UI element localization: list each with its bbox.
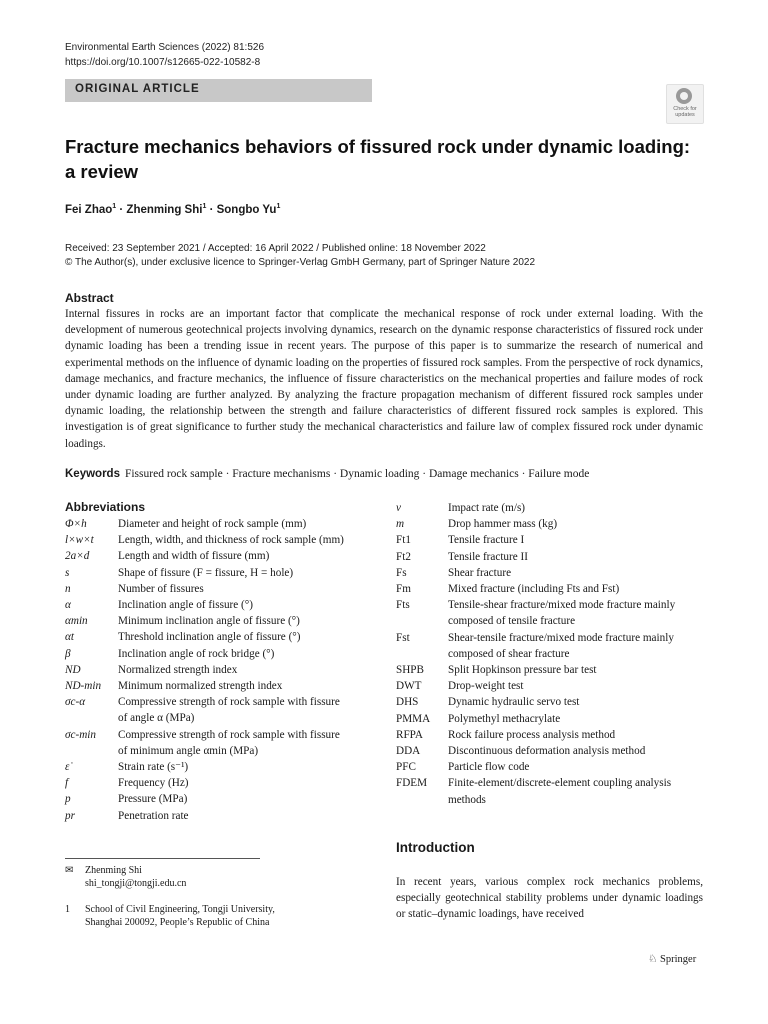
abbreviation-row	[396, 743, 706, 759]
abbreviation-term: 2a×d	[65, 550, 90, 563]
abbreviation-definition: Drop-weight test	[448, 680, 524, 693]
abstract-text: Internal fissures in rocks are an important factor that complicate the mechanical response of rock under external loading. With the development of numerous geotechnical projects involving dynamics, research on the dynamic response characteristics of fissured rock under dynamic loading has been a trending issue in recent years. The purpose of this paper is to summarize the research of numerical and experimental methods on the influence of dynamic loading on the properties of fissured rock samples. From the perspective of rock dynamics, damage mechanics, and fracture mechanics, the influence of fissure characteristics on the mechanical properties and failure modes of rock under dynamic loading are further analyzed. By analyzing the fracture propagation mechanism of different fissured rock samples under dynamic loading, the relationship between the strength and failure characteristics of different fissured rock samples is explored. This investigation is of great significance to further study the mechanical characteristics and failure law of complex fissured rock under dynamic loadings.	[65, 308, 703, 450]
introduction-heading: Introduction	[396, 840, 475, 855]
abbreviations-list-left	[65, 516, 350, 824]
abbreviation-term: pr	[65, 809, 75, 822]
abbreviation-definition: Compressive strength of rock sample with fissure of angle α (MPa)	[118, 696, 340, 725]
abbreviation-term: l×w×t	[65, 534, 94, 547]
abbreviation-definition: Finite-element/discrete-element coupling analysis methods	[448, 777, 672, 806]
abbreviation-row	[65, 532, 350, 548]
abbreviation-row	[65, 548, 350, 564]
abbreviation-term: s	[65, 566, 70, 579]
abbreviation-row	[65, 791, 350, 807]
abbreviation-definition: Threshold inclination angle of fissure (°)	[118, 631, 301, 644]
abbreviation-term: p	[65, 793, 71, 806]
author-affiliation-mark: 1	[202, 203, 207, 210]
introduction-text: In recent years, various complex rock mechanics problems, especially geotechnical stability problems under dynamic loadings or static–dynamic loadings, have received	[396, 876, 703, 921]
abbreviation-term: ε̇	[65, 761, 70, 774]
abbreviation-row	[396, 727, 706, 743]
abbreviation-definition: Frequency (Hz)	[118, 777, 189, 790]
abbreviation-definition: Minimum inclination angle of fissure (°)	[118, 615, 300, 628]
abbreviation-row	[396, 775, 706, 807]
publisher-footer	[648, 953, 696, 965]
abbreviation-definition: Shape of fissure (F = fissure, H = hole)	[118, 566, 294, 579]
abbreviation-row	[396, 662, 706, 678]
abbreviation-definition: Shear fracture	[448, 566, 512, 579]
abbreviation-definition: Shear-tensile fracture/mixed mode fracture mainly composed of shear fracture	[448, 631, 674, 660]
abbreviation-definition: Inclination angle of fissure (°)	[118, 599, 253, 612]
abbreviation-term: RFPA	[396, 728, 423, 741]
keywords-label: Keywords	[65, 468, 120, 480]
article-title: Fracture mechanics behaviors of fissured rock under dynamic loading: a review	[65, 136, 691, 182]
author-affiliation-mark: 1	[276, 203, 281, 210]
check-for-updates-badge[interactable]	[666, 84, 704, 124]
abbreviation-row	[65, 629, 350, 645]
abbreviation-definition: Pressure (MPa)	[118, 793, 188, 806]
author-affiliation-mark: 1	[112, 203, 117, 210]
keywords-line	[65, 468, 705, 480]
abbreviation-row	[65, 727, 350, 759]
abbreviation-definition: Length, width, and thickness of rock sample (mm)	[118, 534, 344, 547]
abbreviation-row	[65, 646, 350, 662]
abbreviation-row	[396, 711, 706, 727]
abbreviation-definition: Drop hammer mass (kg)	[448, 518, 558, 531]
abbreviation-term: SHPB	[396, 664, 424, 677]
abbreviation-term: DDA	[396, 745, 421, 758]
abbreviation-row	[396, 565, 706, 581]
abbreviation-definition: Discontinuous deformation analysis method	[448, 745, 646, 758]
abbreviation-row	[65, 775, 350, 791]
abbreviation-term: αmin	[65, 615, 88, 628]
abbreviation-definition: Normalized strength index	[118, 663, 238, 676]
affiliation-line: School of Civil Engineering, Tongji University,	[85, 904, 275, 915]
abbreviation-term: Fm	[396, 583, 411, 596]
abbreviation-term: Fst	[396, 631, 410, 644]
journal-name: Environmental Earth Sciences (2022) 81:526	[65, 42, 265, 53]
abbreviation-row	[65, 662, 350, 678]
abbreviation-definition: Rock failure process analysis method	[448, 728, 616, 741]
abbreviation-row	[65, 597, 350, 613]
abbreviation-definition: Number of fissures	[118, 582, 204, 595]
abbreviation-term: β	[65, 647, 71, 660]
abbreviation-term: PMMA	[396, 712, 431, 725]
abbreviation-row	[65, 678, 350, 694]
abbreviation-term: PFC	[396, 761, 416, 774]
abbreviation-row	[396, 597, 706, 629]
doi-link[interactable]: https://doi.org/10.1007/s12665-022-10582-8	[65, 57, 261, 68]
author-name[interactable]: Fei Zhao	[65, 203, 113, 216]
affiliation-line: Shanghai 200092, People’s Republic of China	[85, 917, 270, 928]
abbreviation-term: Φ×h	[65, 518, 87, 530]
copyright-line: © The Author(s), under exclusive licence to Springer-Verlag GmbH Germany, part of Springer Nature 2022	[65, 257, 535, 268]
abbreviation-definition: Tensile fracture I	[448, 534, 525, 547]
abbreviations-heading: Abbreviations	[65, 500, 146, 514]
abbreviation-term: f	[65, 777, 69, 790]
abbreviation-term: α	[65, 599, 71, 612]
abbreviation-term: v	[396, 502, 401, 514]
abbreviation-row	[65, 581, 350, 597]
abbreviation-term: σc-min	[65, 728, 96, 741]
abbreviation-definition: Split Hopkinson pressure bar test	[448, 664, 597, 677]
corresponding-author-note	[65, 864, 186, 890]
abbreviation-term: DHS	[396, 696, 419, 709]
abbreviation-row	[396, 630, 706, 662]
abbreviation-row	[396, 759, 706, 775]
abbreviation-row	[396, 516, 706, 532]
article-type-band	[65, 79, 372, 102]
abbreviation-term: FDEM	[396, 777, 428, 790]
abbreviation-term: m	[396, 518, 405, 531]
abbreviation-term: Ft2	[396, 550, 411, 563]
abbreviation-definition: Particle flow code	[448, 761, 530, 774]
abbreviation-term: αt	[65, 631, 74, 644]
abbreviation-definition: Mixed fracture (including Fts and Fst)	[448, 583, 620, 596]
abbreviation-definition: Strain rate (s⁻¹)	[118, 761, 189, 774]
check-updates-icon	[676, 88, 692, 104]
footnote-divider	[65, 858, 260, 859]
abbreviation-definition: Diameter and height of rock sample (mm)	[118, 518, 307, 530]
abbreviation-row	[65, 808, 350, 824]
author-name[interactable]: Zhenming Shi	[126, 203, 203, 216]
abbreviation-row	[65, 759, 350, 775]
abbreviation-definition: Compressive strength of rock sample with fissure of minimum angle αmin (MPa)	[118, 728, 340, 757]
abbreviation-row	[65, 565, 350, 581]
abbreviation-row	[396, 581, 706, 597]
abbreviation-definition: Minimum normalized strength index	[118, 680, 283, 693]
article-type-label: ORIGINAL ARTICLE	[75, 83, 200, 95]
abbreviation-definition: Tensile-shear fracture/mixed mode fracture mainly composed of tensile fracture	[448, 599, 676, 628]
envelope-icon: ✉	[65, 865, 74, 876]
abbreviation-term: Fs	[396, 566, 407, 579]
check-updates-text: Check for updates	[673, 106, 697, 118]
corresponding-author-email[interactable]: shi_tongji@tongji.edu.cn	[85, 878, 187, 889]
author-name[interactable]: Songbo Yu	[216, 203, 277, 216]
abbreviation-definition: Polymethyl methacrylate	[448, 712, 561, 725]
abbreviation-row	[396, 694, 706, 710]
abbreviation-term: ND	[65, 663, 81, 676]
corresponding-author-name: Zhenming Shi	[85, 865, 142, 876]
publisher-name: Springer	[660, 954, 697, 965]
springer-logo-icon: ♘	[648, 954, 658, 965]
abbreviation-definition: Dynamic hydraulic servo test	[448, 696, 580, 709]
abbreviation-definition: Length and width of fissure (mm)	[118, 550, 270, 563]
abbreviation-row	[396, 549, 706, 565]
abbreviation-row	[396, 678, 706, 694]
abbreviation-term: Fts	[396, 599, 410, 612]
abbreviation-term: n	[65, 582, 71, 595]
abbreviation-definition: Impact rate (m/s)	[448, 502, 526, 514]
affiliation-note	[65, 903, 275, 929]
abbreviation-row	[65, 694, 350, 726]
keywords-text: Fissured rock sample · Fracture mechanisms · Dynamic loading · Damage mechanics · Failure mode	[124, 468, 590, 480]
abbreviation-row	[65, 613, 350, 629]
abbreviation-row	[396, 500, 706, 516]
publication-dates	[65, 242, 535, 270]
journal-citation	[65, 40, 264, 70]
abbreviation-term: Ft1	[396, 534, 411, 547]
abbreviation-definition: Penetration rate	[118, 809, 189, 822]
abbreviation-term: σc-α	[65, 696, 86, 709]
abbreviation-term: ND-min	[65, 680, 102, 693]
abstract-heading: Abstract	[65, 291, 114, 305]
abbreviations-list-right	[396, 500, 706, 808]
abbreviation-definition: Inclination angle of rock bridge (°)	[118, 647, 275, 660]
abbreviation-term: DWT	[396, 680, 422, 693]
abbreviation-definition: Tensile fracture II	[448, 550, 528, 563]
abbreviation-row	[396, 532, 706, 548]
affiliation-mark: 1	[65, 904, 70, 915]
abbreviation-row	[65, 516, 350, 532]
author-list: Fei Zhao$^1$ · Zhenming Shi$^1$ · Songbo Yu$^1$	[65, 203, 281, 216]
history-line: Received: 23 September 2021 / Accepted: 16 April 2022 / Published online: 18 November 2022	[65, 243, 486, 254]
